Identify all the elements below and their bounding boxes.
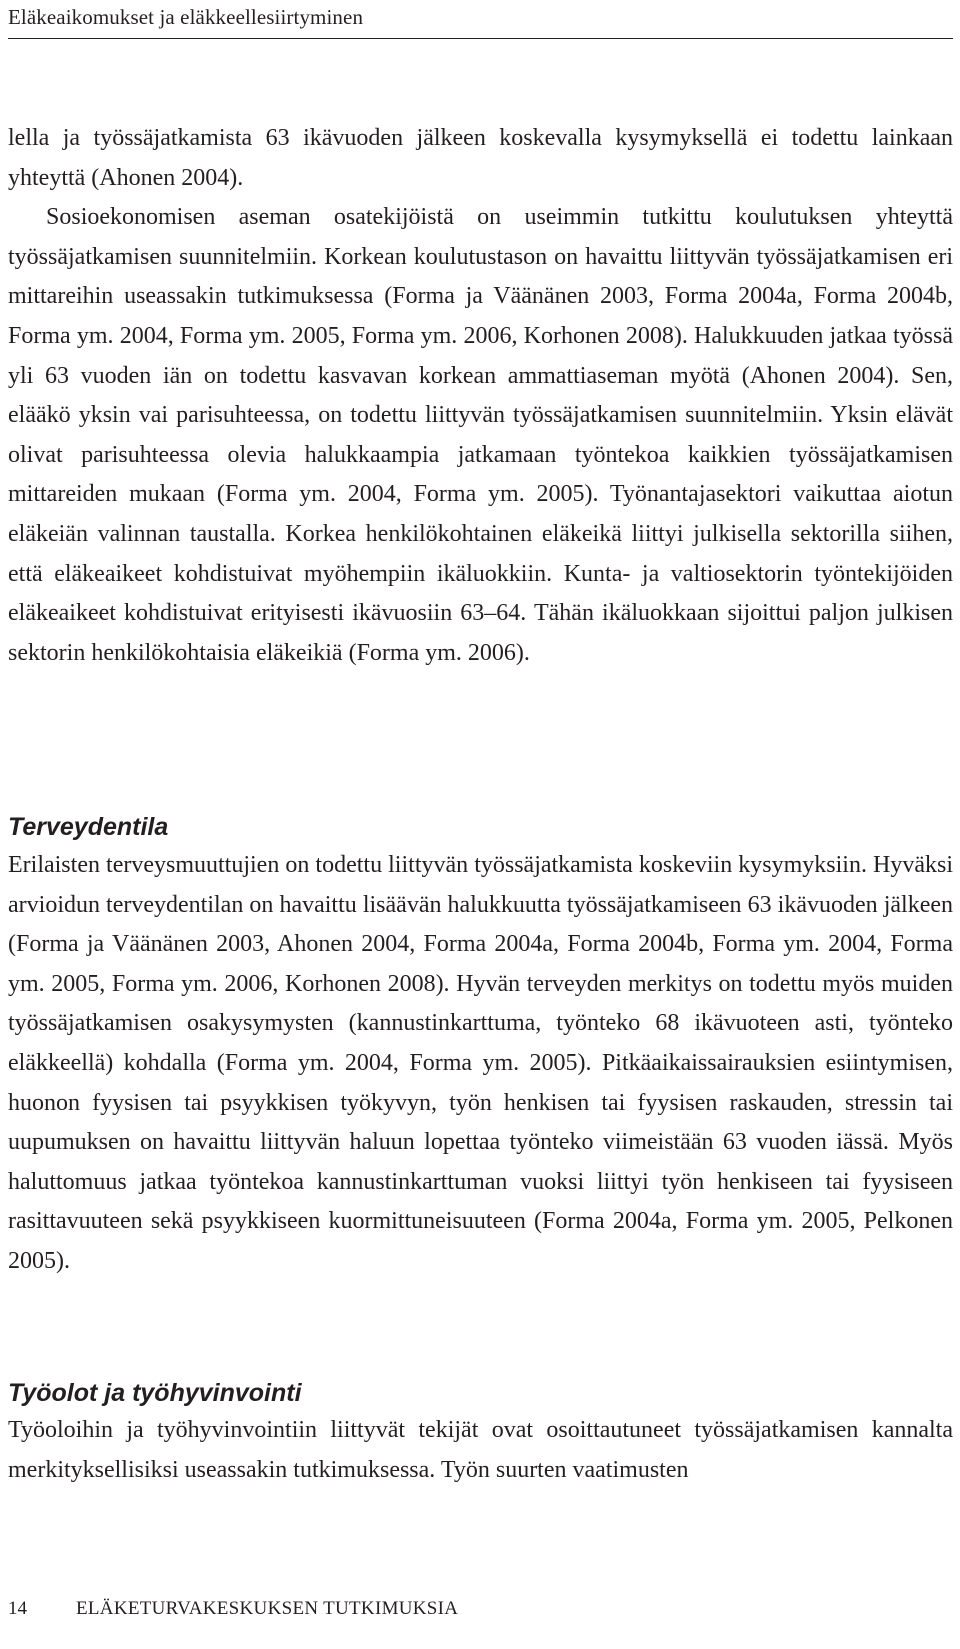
body-text-tyoolot bbox=[8, 1411, 953, 1490]
paragraph: Työoloihin ja työhyvinvointiin liittyvät tekijät ovat osoittautuneet työssäjatkamisen kannalta merkityksellisiksi useassakin tutkimuksessa. Työn suurten vaatimusten bbox=[8, 1417, 953, 1483]
publisher-series: ELÄKETURVAKESKUKSEN TUTKIMUKSIA bbox=[76, 1598, 459, 1619]
paragraph: Sosioekonomisen aseman osatekijöistä on useimmin tutkittu koulutuksen yhteyttä työssäjatkamisen suunnitelmiin. Korkean koulutustason on havaittu liittyvän työssäjatkamisen eri mittareihin useassakin tutkimuksessa (Forma ja Väänänen 2003, Forma 2004a, Forma 2004b, Forma ym. 2004, Forma ym. 2005, Forma ym. 2006, Korhonen 2008). Halukkuuden jatkaa työssä yli 63 vuoden iän on todettu kasvavan korkean ammattiaseman myötä (Ahonen 2004). Sen, elääkö yksin vai parisuhteessa, on todettu liittyvän työssäjatkamisen suunnitelmiin. Yksin elävät olivat parisuhteessa olevia halukkaampia jatkamaan työntekoa kaikkien työssäjatkamisen mittareiden mukaan (Forma ym. 2004, Forma ym. 2005). Työnantajasektori vaikuttaa aiotun eläkeiän valinnan taustalla. Korkea henkilökohtainen eläkeikä liittyi julkisella sektorilla siihen, että eläkeaikeet kohdistuivat myöhempiin ikäluokkiin. Kunta- ja valtiosektorin työntekijöiden eläkeaikeet kohdistuivat erityisesti ikävuosiin 63–64. Tähän ikäluokkaan sijoittui paljon julkisen sektorin henkilökohtaisia eläkeikiä (Forma ym. 2006). bbox=[8, 204, 953, 666]
section-heading-terveydentila: Terveydentila bbox=[8, 813, 169, 841]
body-text-terveydentila bbox=[8, 846, 953, 1282]
header-divider bbox=[8, 38, 953, 39]
paragraph: lella ja työssäjatkamista 63 ikävuoden jälkeen koskevalla kysymyksellä ei todettu lainkaan yhteyttä (Ahonen 2004). bbox=[8, 125, 953, 191]
section-heading-tyoolot: Työolot ja työhyvinvointi bbox=[8, 1379, 302, 1407]
body-text-intro bbox=[8, 119, 953, 673]
running-head: Eläkeaikomukset ja eläkkeellesiirtyminen bbox=[8, 5, 364, 29]
paragraph: Erilaisten terveysmuuttujien on todettu liittyvän työssäjatkamista koskeviin kysymyksiin. Hyväksi arvioidun terveydentilan on havaittu lisäävän halukkuutta työssäjatkamiseen 63 ikävuoden jälkeen (Forma ja Väänänen 2003, Ahonen 2004, Forma 2004a, Forma 2004b, Forma ym. 2004, Forma ym. 2005, Forma ym. 2006, Korhonen 2008). Hyvän terveyden merkitys on todettu myös muiden työssäjatkamisen osakysymysten (kannustinkarttuma, työnteko 68 ikävuoteen asti, työnteko eläkkeellä) kohdalla (Forma ym. 2004, Forma ym. 2005). Pitkäaikaissairauksien esiintymisen, huonon fyysisen tai psyykkisen työkyvyn, työn henkisen tai fyysisen raskauden, stressin tai uupumuksen on havaittu liittyvän haluun lopettaa työnteko viimeistään 63 vuoden iässä. Myös haluttomuus jatkaa työntekoa kannustinkarttuman vuoksi liittyi työn henkiseen tai fyysiseen rasittavuuteen sekä psyykkiseen kuormittuneisuuteen (Forma 2004a, Forma ym. 2005, Pelkonen 2005). bbox=[8, 852, 953, 1274]
page-number: 14 bbox=[8, 1598, 27, 1619]
